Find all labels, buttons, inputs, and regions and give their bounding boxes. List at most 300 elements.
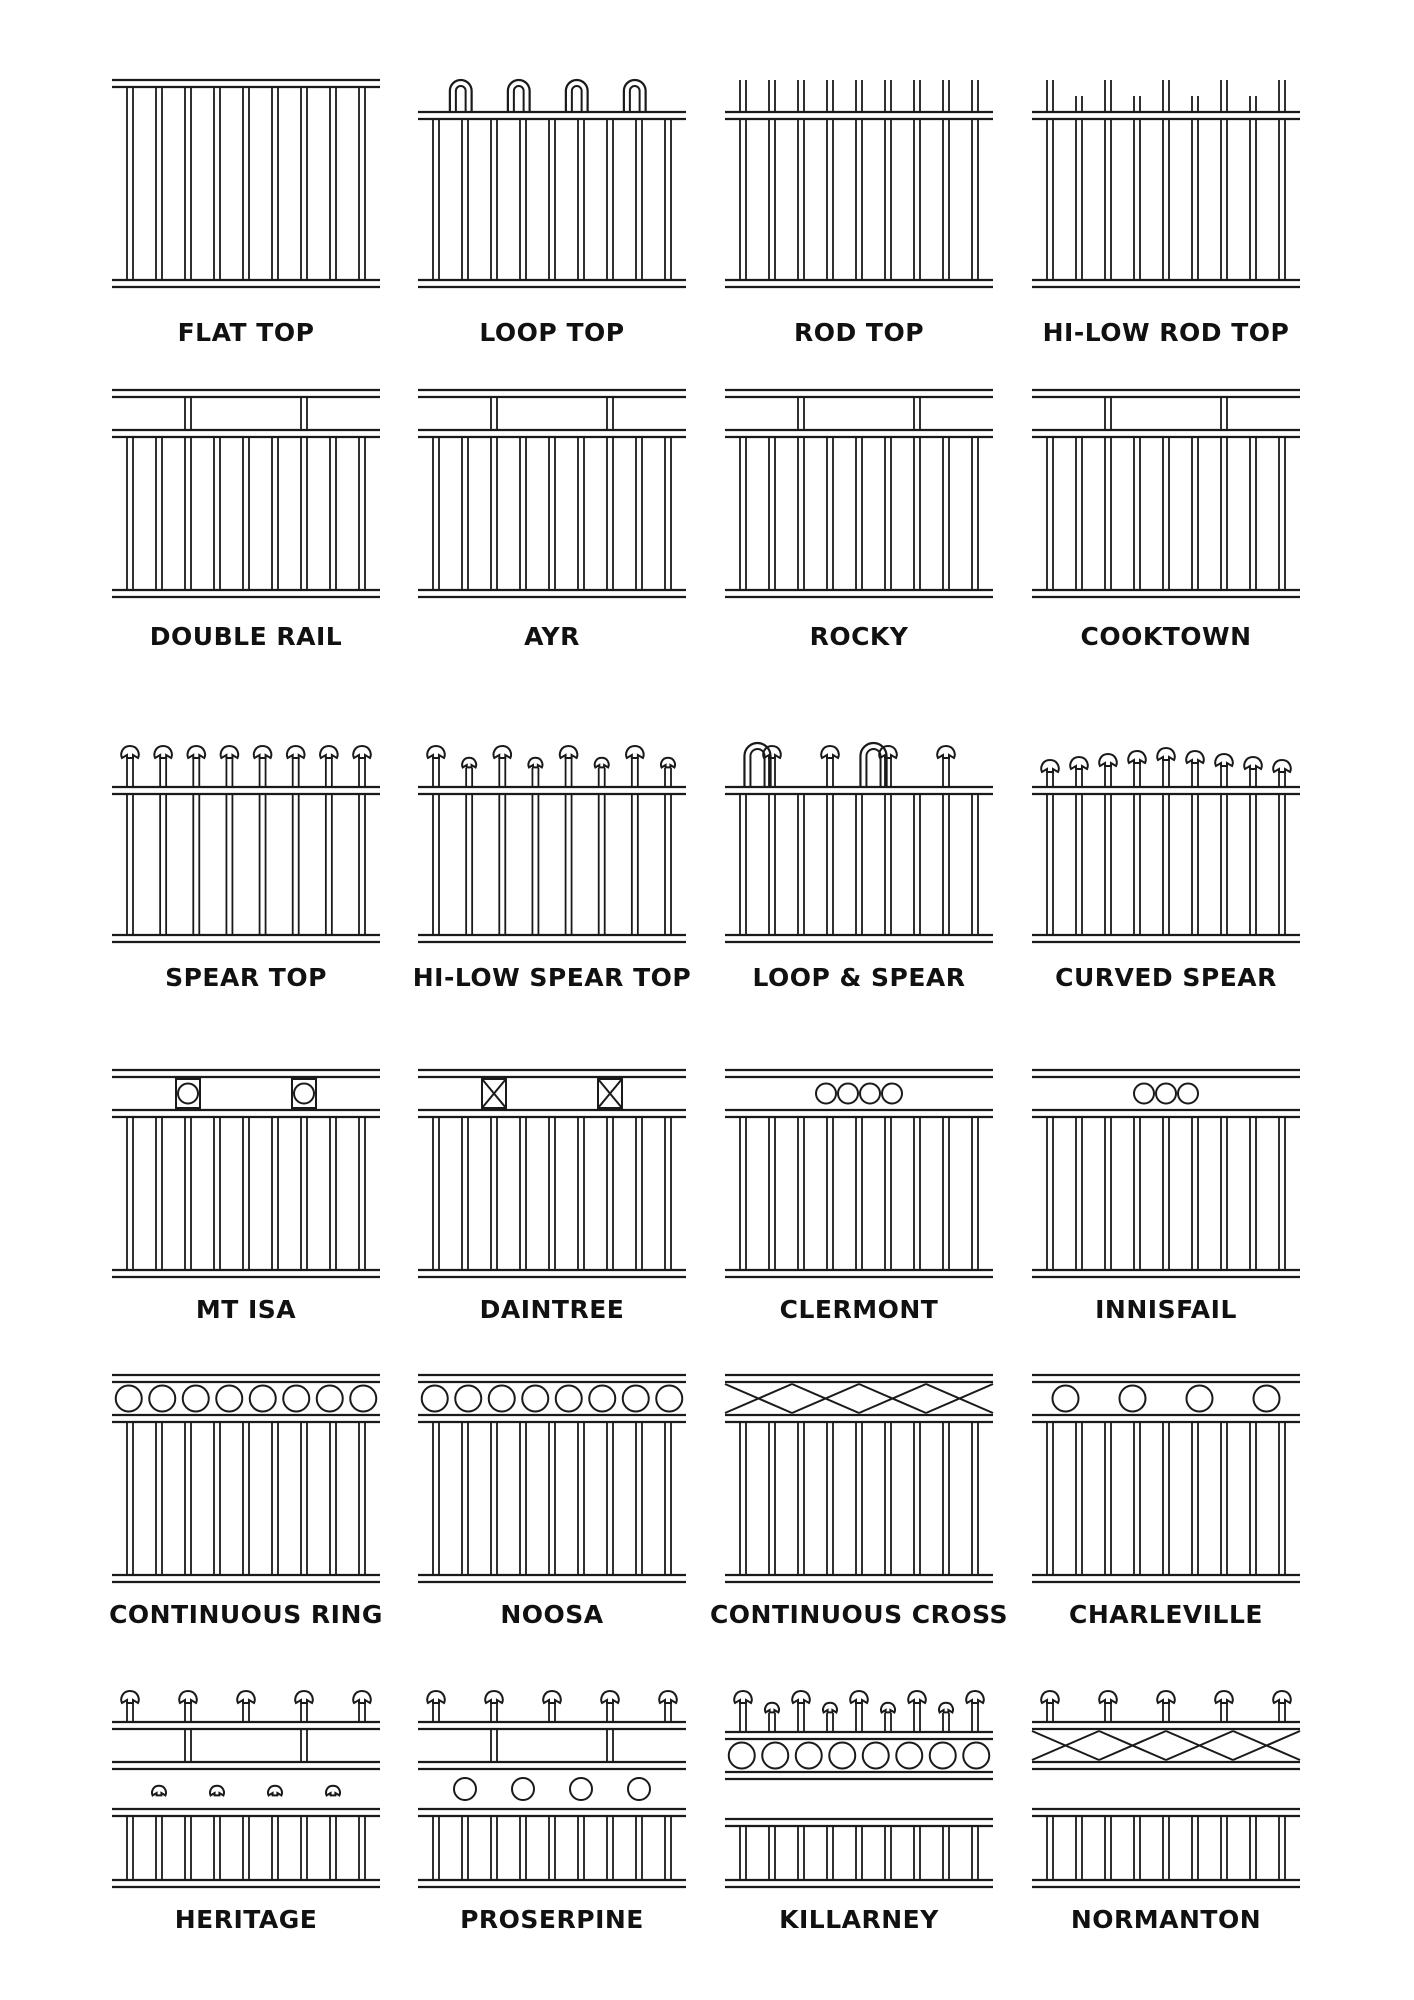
picket (499, 758, 505, 787)
picket (301, 1117, 307, 1270)
spear-finial (1215, 1691, 1232, 1703)
picket (330, 1422, 336, 1575)
bottom-rail (725, 1575, 993, 1582)
picket (226, 794, 232, 935)
loop-top (860, 743, 886, 787)
picket (566, 794, 572, 935)
picket (532, 768, 538, 787)
picket (214, 1422, 220, 1575)
picket (127, 758, 133, 787)
spear-finial (210, 1786, 224, 1796)
bottom-rail (418, 1880, 686, 1887)
picket (827, 119, 833, 280)
picket (160, 758, 166, 787)
picket (1250, 96, 1256, 112)
picket (827, 794, 833, 935)
picket (827, 1826, 833, 1880)
fence-illustration (1032, 1680, 1300, 1902)
picket (127, 1816, 133, 1880)
picket (1047, 1816, 1053, 1880)
spear-finial (661, 758, 675, 768)
picket (127, 1422, 133, 1575)
fence-illustration (1032, 80, 1300, 302)
cross-band-ornament (1032, 1731, 1300, 1760)
picket (156, 87, 162, 280)
ring-ornament (512, 1778, 534, 1800)
picket (243, 1422, 249, 1575)
fence-style-name: HI-LOW SPEAR TOP (412, 963, 692, 992)
fence-style-name: DAINTREE (479, 1295, 625, 1324)
upper-rail (418, 1762, 686, 1769)
picket (607, 1729, 613, 1762)
ring-ornament (292, 1079, 316, 1108)
picket (359, 1117, 365, 1270)
picket (914, 437, 920, 590)
picket (1076, 437, 1082, 590)
spear-finial (881, 1703, 895, 1713)
picket (520, 1816, 526, 1880)
picket (798, 1117, 804, 1270)
fence-illustration (725, 80, 993, 302)
picket (1105, 1117, 1111, 1270)
rings-ornament (1134, 1084, 1198, 1104)
spear-finial (659, 1691, 676, 1703)
picket (636, 437, 642, 590)
picket (578, 1422, 584, 1575)
fence-style-name: HERITAGE (174, 1905, 318, 1934)
fence-style-card (709, 1375, 1009, 1640)
picket (214, 1816, 220, 1880)
fence-style-name: INNISFAIL (1095, 1295, 1237, 1324)
top-rail (418, 1375, 686, 1382)
picket (1279, 1117, 1285, 1270)
picket (1163, 80, 1169, 112)
ring-ornament (454, 1778, 476, 1800)
picket (1250, 769, 1256, 787)
fence-style-name: LOOP TOP (479, 318, 625, 347)
picket (740, 119, 746, 280)
picket (433, 758, 439, 787)
fence-style-name: MT ISA (195, 1295, 297, 1324)
picket (156, 1816, 162, 1880)
fence-style-card (418, 1680, 686, 1945)
picket (665, 1816, 671, 1880)
loop-top (566, 80, 588, 112)
upper-rail (1032, 430, 1300, 437)
bottom-rail (112, 1880, 380, 1887)
spear-finial (823, 1703, 837, 1713)
picket (1279, 80, 1285, 112)
fence-illustration (725, 1375, 993, 1597)
picket (914, 794, 920, 935)
picket (798, 1826, 804, 1880)
fence-style-card (725, 1680, 993, 1945)
picket (1221, 119, 1227, 280)
bottom-rail (418, 1270, 686, 1277)
fence-illustration (1032, 735, 1300, 957)
picket (578, 1816, 584, 1880)
upper-rail (418, 1415, 686, 1422)
cross-ornament (598, 1079, 622, 1108)
picket (462, 437, 468, 590)
picket (1163, 760, 1169, 787)
lower-rail (418, 1809, 686, 1816)
picket (972, 437, 978, 590)
upper-rail (1032, 1110, 1300, 1117)
picket (520, 1422, 526, 1575)
picket (1250, 119, 1256, 280)
upper-rail (418, 430, 686, 437)
picket (769, 794, 775, 935)
picket (433, 794, 439, 935)
spear-finial (295, 1691, 312, 1703)
picket (914, 80, 920, 112)
spear-finial (601, 1691, 618, 1703)
picket (1279, 794, 1285, 935)
picket (549, 119, 555, 280)
loop-top (624, 80, 646, 112)
picket (549, 437, 555, 590)
spear-finial (188, 746, 205, 758)
top-rail (725, 1375, 993, 1382)
picket (1221, 80, 1227, 112)
cross-ornament (482, 1079, 506, 1108)
fence-style-card (418, 80, 686, 358)
spear-finial (485, 1691, 502, 1703)
fence-style-name: CHARLEVILLE (1069, 1600, 1263, 1629)
picket (1250, 794, 1256, 935)
picket (1279, 1816, 1285, 1880)
picket (1047, 80, 1053, 112)
spear-finial (937, 746, 954, 758)
picket (665, 1117, 671, 1270)
picket (185, 1729, 191, 1762)
picket (740, 1117, 746, 1270)
upper-rail (725, 1110, 993, 1117)
picket (665, 1703, 671, 1722)
fence-illustration (112, 735, 380, 957)
fence-style-card (725, 80, 993, 358)
fence-illustration (112, 80, 380, 302)
picket (462, 1816, 468, 1880)
picket (185, 87, 191, 280)
picket (1279, 772, 1285, 787)
spear-finial (1244, 757, 1261, 769)
spear-finial (179, 1691, 196, 1703)
top-rail (1032, 1070, 1300, 1077)
picket (1279, 1703, 1285, 1722)
picket (185, 437, 191, 590)
picket (433, 1816, 439, 1880)
ring-band-ornament (729, 1743, 990, 1769)
picket (243, 1816, 249, 1880)
spear-finial (237, 1691, 254, 1703)
fence-illustration (418, 735, 686, 957)
picket (740, 1703, 746, 1732)
picket (665, 794, 671, 935)
picket (549, 1703, 555, 1722)
top-rail (112, 80, 380, 87)
picket (127, 1703, 133, 1722)
picket (827, 1422, 833, 1575)
picket (856, 80, 862, 112)
bottom-rail (1032, 280, 1300, 287)
upper-rail (112, 1110, 380, 1117)
picket (491, 1703, 497, 1722)
picket (972, 794, 978, 935)
top-rail (1032, 1722, 1300, 1729)
picket (1221, 1703, 1227, 1722)
picket (972, 1422, 978, 1575)
picket (1221, 766, 1227, 787)
bottom-rail (112, 280, 380, 287)
picket (491, 1729, 497, 1762)
spear-finial (850, 1691, 867, 1703)
picket (827, 1117, 833, 1270)
picket (1047, 794, 1053, 935)
picket (885, 794, 891, 935)
spear-finial (427, 1691, 444, 1703)
picket (632, 758, 638, 787)
picket (1134, 119, 1140, 280)
picket (330, 87, 336, 280)
picket (599, 794, 605, 935)
upper-rail (112, 430, 380, 437)
picket (1250, 1816, 1256, 1880)
fence-style-card (725, 390, 993, 662)
picket (885, 119, 891, 280)
upper-rail (112, 1415, 380, 1422)
picket (972, 1703, 978, 1732)
fence-style-card (418, 1070, 686, 1335)
picket (433, 1422, 439, 1575)
picket (1047, 1422, 1053, 1575)
picket (636, 119, 642, 280)
fence-style-name: CLERMONT (779, 1295, 939, 1324)
top-rail (725, 390, 993, 397)
top-rail (725, 112, 993, 119)
spear-finial (1070, 757, 1087, 769)
picket (885, 1826, 891, 1880)
picket (214, 437, 220, 590)
picket (491, 1816, 497, 1880)
picket (491, 119, 497, 280)
picket (1192, 1117, 1198, 1270)
top-rail (725, 1732, 993, 1739)
fence-style-name: KILLARNEY (779, 1905, 939, 1934)
lower-rail (1032, 1809, 1300, 1816)
picket (1047, 437, 1053, 590)
picket (827, 1713, 833, 1732)
picket (607, 1703, 613, 1722)
top-rail (112, 787, 380, 794)
spear-finial (326, 1786, 340, 1796)
picket (1163, 1422, 1169, 1575)
fence-style-name: FLAT TOP (177, 318, 315, 347)
picket (260, 758, 266, 787)
spear-finial (462, 758, 476, 768)
top-rail (112, 1375, 380, 1382)
picket (856, 119, 862, 280)
top-rail (418, 787, 686, 794)
top-rail (418, 1070, 686, 1077)
spear-finial (121, 746, 138, 758)
bottom-rail (725, 280, 993, 287)
scroll-band-ornament (422, 1386, 683, 1412)
spear-finial (879, 746, 896, 758)
picket (214, 1117, 220, 1270)
picket (433, 119, 439, 280)
bottom-rail (1032, 1880, 1300, 1887)
picket (301, 1729, 307, 1762)
picket (1192, 119, 1198, 280)
picket (943, 1422, 949, 1575)
picket (433, 1117, 439, 1270)
picket (1279, 437, 1285, 590)
picket (359, 87, 365, 280)
picket (359, 1816, 365, 1880)
picket (1221, 1816, 1227, 1880)
picket (185, 1117, 191, 1270)
picket (1163, 1703, 1169, 1722)
picket (943, 1713, 949, 1732)
spear-finial (1186, 751, 1203, 763)
picket (549, 1117, 555, 1270)
picket (1105, 119, 1111, 280)
picket (1250, 1117, 1256, 1270)
picket (499, 794, 505, 935)
picket (798, 397, 804, 430)
fence-style-card (1032, 390, 1300, 662)
picket (532, 794, 538, 935)
picket (1076, 1117, 1082, 1270)
fence-style-card (418, 390, 686, 662)
top-rail (112, 390, 380, 397)
picket (243, 1117, 249, 1270)
picket (185, 397, 191, 430)
spear-finial (268, 1786, 282, 1796)
fence-style-name: CONTINUOUS CROSS (709, 1600, 1009, 1629)
picket (359, 794, 365, 935)
spear-finial (427, 746, 444, 758)
picket (943, 794, 949, 935)
picket (1134, 794, 1140, 935)
fence-style-name: HI-LOW ROD TOP (1042, 318, 1290, 347)
picket (914, 1117, 920, 1270)
picket (1163, 1117, 1169, 1270)
picket (607, 119, 613, 280)
picket (359, 1422, 365, 1575)
upper-rail (1032, 1762, 1300, 1769)
bottom-rail (1032, 590, 1300, 597)
picket (193, 758, 199, 787)
picket (665, 119, 671, 280)
top-rail (1032, 1375, 1300, 1382)
top-rail (418, 390, 686, 397)
picket (632, 794, 638, 935)
picket (1221, 1422, 1227, 1575)
picket (185, 1816, 191, 1880)
lower-rail (725, 1819, 993, 1826)
picket (769, 1117, 775, 1270)
picket (359, 758, 365, 787)
spear-finial (543, 1691, 560, 1703)
fence-style-card (725, 1070, 993, 1335)
picket (665, 1422, 671, 1575)
upper-rail (418, 1110, 686, 1117)
fence-style-name: PROSERPINE (460, 1905, 644, 1934)
picket (740, 1826, 746, 1880)
picket (798, 437, 804, 590)
picket (740, 1422, 746, 1575)
fence-style-name: SPEAR TOP (165, 963, 327, 992)
upper-rail (725, 1415, 993, 1422)
bottom-rail (1032, 1575, 1300, 1582)
spear-finial (1157, 1691, 1174, 1703)
picket (769, 1826, 775, 1880)
fence-style-card (112, 390, 380, 662)
fence-style-card (1032, 1070, 1300, 1335)
picket (1221, 794, 1227, 935)
bottom-rail (112, 590, 380, 597)
picket (127, 87, 133, 280)
picket (827, 80, 833, 112)
picket (193, 794, 199, 935)
upper-rail (725, 430, 993, 437)
picket (462, 119, 468, 280)
picket (740, 437, 746, 590)
picket (607, 1117, 613, 1270)
loop-top (508, 80, 530, 112)
picket (1163, 119, 1169, 280)
spear-finial (763, 746, 780, 758)
spear-finial (560, 746, 577, 758)
picket (636, 1117, 642, 1270)
picket (326, 758, 332, 787)
picket (260, 794, 266, 935)
picket (636, 1816, 642, 1880)
spear-finial (1273, 760, 1290, 772)
picket (156, 1422, 162, 1575)
picket (160, 794, 166, 935)
spear-finial (626, 746, 643, 758)
picket (1076, 96, 1082, 112)
picket (1250, 437, 1256, 590)
picket (301, 1422, 307, 1575)
picket (665, 437, 671, 590)
picket (1134, 763, 1140, 787)
picket (1105, 80, 1111, 112)
picket (1076, 119, 1082, 280)
fence-illustration (725, 1680, 993, 1902)
picket (1047, 1117, 1053, 1270)
fence-style-card (112, 80, 380, 358)
spear-finial (734, 1691, 751, 1703)
picket (972, 1826, 978, 1880)
picket (769, 119, 775, 280)
picket (1163, 794, 1169, 935)
spear-finial (1041, 1691, 1058, 1703)
picket (1192, 437, 1198, 590)
picket (549, 1816, 555, 1880)
ring-band-ornament (116, 1386, 377, 1412)
picket (359, 437, 365, 590)
fence-illustration (418, 1070, 686, 1292)
fence-style-name: NORMANTON (1070, 1905, 1262, 1934)
fence-style-card (112, 1070, 380, 1335)
spear-finial (765, 1703, 779, 1713)
picket (301, 87, 307, 280)
